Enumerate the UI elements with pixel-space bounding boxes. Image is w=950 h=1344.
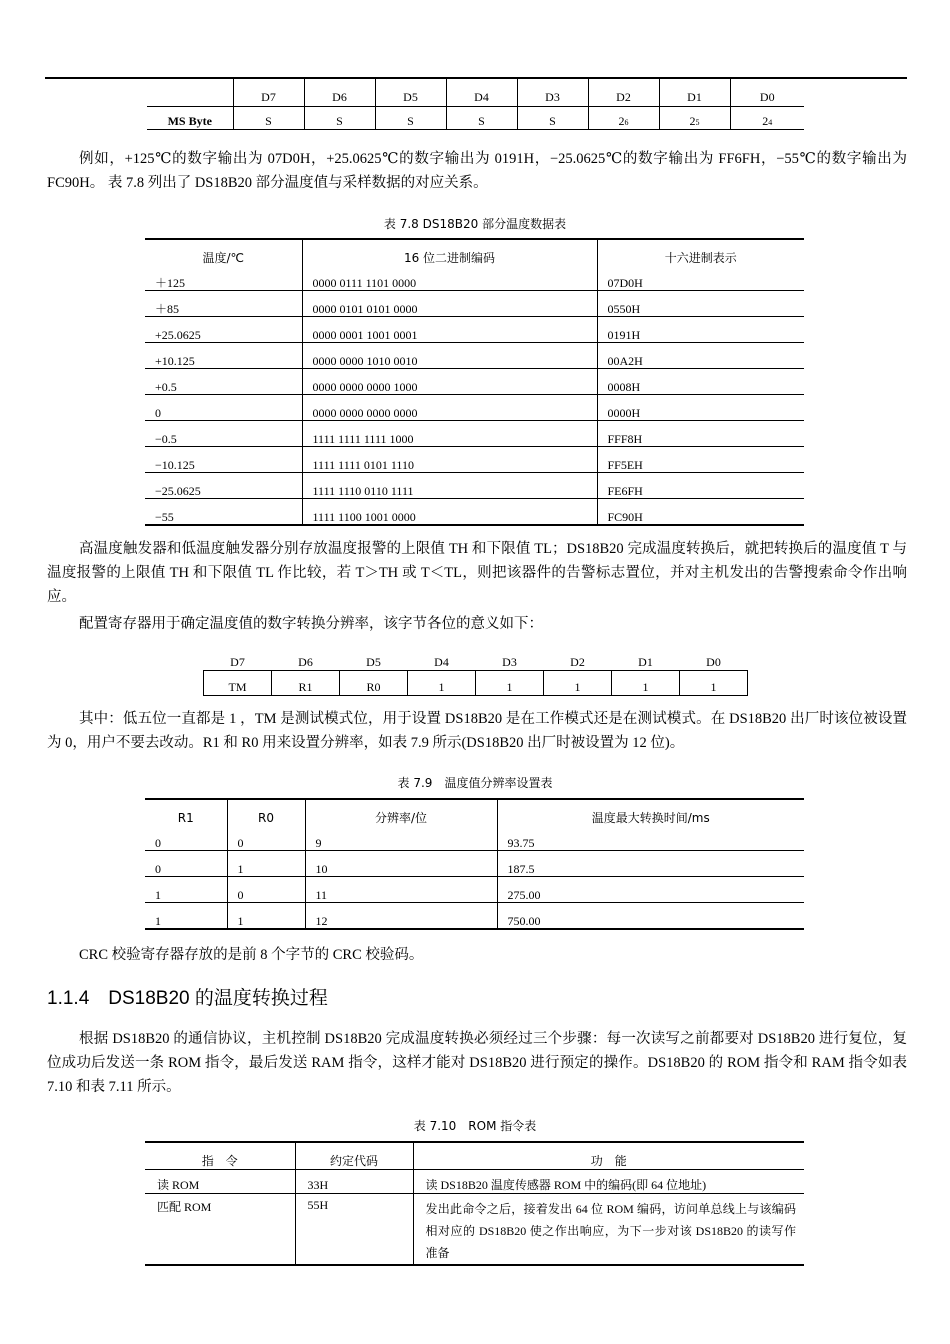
table-row xyxy=(145,851,804,877)
table-cell: 1 xyxy=(155,914,161,928)
table-row xyxy=(145,473,804,499)
table-cell: 1111 1111 0101 1110 xyxy=(302,447,597,473)
table-cell: 1111 1111 1111 1000 xyxy=(302,421,597,447)
table-header-cell: 约定代码 xyxy=(295,1142,413,1170)
table-7-8-caption: 表 7.8 DS18B20 部分温度数据表 xyxy=(383,217,567,231)
table-cell: −0.5 xyxy=(145,421,302,447)
exp-base: 2 xyxy=(618,114,625,128)
table-cell: 1111 1100 1001 0000 xyxy=(302,499,597,526)
ms-byte-cell: S xyxy=(304,107,375,130)
config-bit-header: D6 xyxy=(272,654,340,671)
table-7-8-body xyxy=(145,265,804,525)
table-cell: 0 xyxy=(227,825,305,851)
table-row xyxy=(145,343,804,369)
table-cell: ＋125 xyxy=(145,265,302,291)
table-cell: 0 xyxy=(145,825,227,851)
table-cell: 0000 0000 0000 1000 xyxy=(302,369,597,395)
table-7-10 xyxy=(145,1141,804,1266)
config-bit-header: D7 xyxy=(204,654,272,671)
table-cell: 750.00 xyxy=(497,903,804,930)
config-bit-value: R1 xyxy=(272,671,340,696)
table-header-cell: 16 位二进制编码 xyxy=(302,239,597,265)
table-cell: 93.75 xyxy=(497,825,804,851)
paragraph-config-intro: 配置寄存器用于确定温度值的数字转换分辨率，该字节各位的意义如下： xyxy=(79,616,543,632)
ms-byte-value-row xyxy=(147,107,804,130)
table-header-row xyxy=(145,239,804,265)
table-cell: 1 xyxy=(145,877,227,903)
config-bit-header: D1 xyxy=(612,654,680,671)
table-cell: 0000H xyxy=(597,395,804,421)
paragraph-conversion: 根据 DS18B20 的通信协议，主机控制 DS18B20 完成温度转换必须经过三个步骤：每一次读写之前都要对 DS18B20 进行复位，复位成功后发送一条 ROM 指令，最后发送 RAM 指令，这样才能对 DS18B20 进行预定的操作。DS18B20 的 ROM 指令和 RAM 指令如表 7.10 和表 7.11 所示。 xyxy=(47,1031,907,1095)
table-header-cell: R0 xyxy=(227,799,305,825)
ms-byte-exp-cell xyxy=(659,107,730,130)
table-header-cell: 分辨率/位 xyxy=(305,799,497,825)
config-bit-header: D0 xyxy=(680,654,748,671)
rom-command-cell: 读 ROM xyxy=(145,1170,295,1194)
rom-code-cell: 55H xyxy=(295,1194,413,1266)
config-bit-value: 1 xyxy=(544,671,612,696)
table-row xyxy=(145,265,804,291)
table-row xyxy=(145,1194,804,1266)
table-cell: 00A2H xyxy=(597,343,804,369)
table-7-9-caption: 表 7.9 温度值分辨率设置表 xyxy=(397,776,553,790)
exp-base: 2 xyxy=(689,114,696,128)
config-header-row xyxy=(204,654,748,671)
table-cell: 0000 0001 1001 0001 xyxy=(302,317,597,343)
rom-code-cell: 33H xyxy=(295,1170,413,1194)
table-cell: 9 xyxy=(305,825,497,851)
paragraph-example: 例如，+125℃的数字输出为 07D0H，+25.0625℃的数字输出为 0191H，−25.0625℃的数字输出为 FF6FH，−55℃的数字输出为 FC90H。 表 7.8 列出了 DS18B20 部分温度值与采样数据的对应关系。 xyxy=(47,151,907,191)
exp-power: 4 xyxy=(768,118,773,127)
config-bit-value: 1 xyxy=(408,671,476,696)
config-bit-value: 1 xyxy=(612,671,680,696)
ms-byte-table xyxy=(147,79,804,130)
exp-power: 5 xyxy=(695,118,700,127)
paragraph-tm-bit: 其中：低五位一直都是 1 ，TM 是测试模式位，用于设置 DS18B20 是在工作模式还是在测试模式。在 DS18B20 出厂时该位被设置为 0，用户不要去改动。R1 和 R0 用来设置分辨率，如表 7.9 所示(DS18B20 出厂时被设置为 12 位)。 xyxy=(47,711,907,751)
ms-byte-header-cell: D3 xyxy=(517,79,588,107)
table-cell: 07D0H xyxy=(597,265,804,291)
ms-byte-cell: S xyxy=(375,107,446,130)
ms-byte-header-cell: D2 xyxy=(588,79,659,107)
ms-byte-header-cell xyxy=(147,79,233,107)
table-cell: −10.125 xyxy=(145,447,302,473)
config-bit-value: 1 xyxy=(476,671,544,696)
table-header-cell: 温度/℃ xyxy=(202,251,245,265)
table-row xyxy=(145,291,804,317)
table-cell: 0550H xyxy=(597,291,804,317)
table-cell: 0 xyxy=(145,851,227,877)
ms-byte-cell: S xyxy=(233,107,304,130)
table-cell: 1 xyxy=(227,903,305,930)
exp-power: 6 xyxy=(624,118,629,127)
section-heading: 1.1.4 DS18B20 的温度转换过程 xyxy=(47,988,328,1009)
config-bit-header: D4 xyxy=(408,654,476,671)
config-bit-header: D5 xyxy=(340,654,408,671)
paragraph-crc: CRC 校验寄存器存放的是前 8 个字节的 CRC 校验码。 xyxy=(79,947,424,963)
config-bit-header: D3 xyxy=(476,654,544,671)
table-header-cell: 指 令 xyxy=(145,1142,295,1170)
table-row xyxy=(145,447,804,473)
table-row xyxy=(145,317,804,343)
ms-byte-exp-cell xyxy=(588,107,659,130)
rom-function-cell: 发出此命令之后，接着发出 64 位 ROM 编码，访问单总线上与该编码相对应的 DS18B20 使之作出响应，为下一步对该 DS18B20 的读写作准备 xyxy=(413,1194,804,1266)
table-cell: FE6FH xyxy=(597,473,804,499)
table-row xyxy=(145,369,804,395)
table-cell: +10.125 xyxy=(145,343,302,369)
table-cell: 0 xyxy=(227,877,305,903)
table-row xyxy=(145,395,804,421)
table-row xyxy=(145,1170,804,1194)
table-cell: 275.00 xyxy=(497,877,804,903)
ms-byte-header-cell: D4 xyxy=(446,79,517,107)
ms-byte-header-cell: D5 xyxy=(375,79,446,107)
table-cell: 0000 0000 1010 0010 xyxy=(302,343,597,369)
table-cell: 0000 0111 1101 0000 xyxy=(302,265,597,291)
table-cell: FFF8H xyxy=(597,421,804,447)
exp-base: 2 xyxy=(762,114,769,128)
config-bit-value: 1 xyxy=(680,671,748,696)
table-cell: 12 xyxy=(305,903,497,930)
config-value-row xyxy=(204,671,748,696)
table-cell: 187.5 xyxy=(497,851,804,877)
table-cell: 11 xyxy=(305,877,497,903)
ms-byte-header-cell: D0 xyxy=(730,79,804,107)
table-7-9-body xyxy=(145,825,804,929)
table-cell: 1111 1110 0110 1111 xyxy=(302,473,597,499)
table-cell: −25.0625 xyxy=(145,473,302,499)
table-7-10-caption: 表 7.10 ROM 指令表 xyxy=(413,1119,537,1133)
table-row xyxy=(145,877,804,903)
ms-byte-header-cell: D1 xyxy=(659,79,730,107)
table-7-8 xyxy=(145,238,804,526)
paragraph-alarm: 高温度触发器和低温度触发器分别存放温度报警的上限值 TH 和下限值 TL；DS18B20 完成温度转换后，就把转换后的温度值 T 与温度报警的上限值 TH 和下限值 TL 作比较，若 T＞TH 或 T＜TL，则把该器件的告警标志置位，并对主机发出的告警搜索命令作出响应。 xyxy=(47,541,907,605)
table-row xyxy=(145,903,804,930)
ms-byte-row-label: MS Byte xyxy=(147,107,233,130)
table-header-cell: 功 能 xyxy=(413,1142,804,1170)
table-cell: ＋85 xyxy=(145,291,302,317)
table-cell: 0000 0000 0000 0000 xyxy=(302,395,597,421)
config-register-table xyxy=(203,654,748,696)
table-cell: 0008H xyxy=(597,369,804,395)
table-cell: 1 xyxy=(227,851,305,877)
ms-byte-exp-cell xyxy=(730,107,804,130)
table-header-row xyxy=(145,799,804,825)
table-cell: 0 xyxy=(145,395,302,421)
table-row xyxy=(145,825,804,851)
ms-byte-header-cell: D6 xyxy=(304,79,375,107)
config-bit-value: R0 xyxy=(340,671,408,696)
table-cell: FC90H xyxy=(597,499,804,526)
table-header-row xyxy=(145,1142,804,1170)
table-cell: FF5EH xyxy=(597,447,804,473)
table-row xyxy=(145,499,804,526)
ms-byte-cell: S xyxy=(446,107,517,130)
table-header-cell: 温度最大转换时间/ms xyxy=(497,799,804,825)
table-header-cell: 十六进制表示 xyxy=(597,239,804,265)
table-row xyxy=(145,421,804,447)
config-bit-value: TM xyxy=(204,671,272,696)
table-cell: 0191H xyxy=(597,317,804,343)
rom-function-cell: 读 DS18B20 温度传感器 ROM 中的编码(即 64 位地址) xyxy=(413,1170,804,1194)
ms-byte-header-row xyxy=(147,79,804,107)
table-7-9 xyxy=(145,798,804,930)
table-header-cell: R1 xyxy=(177,811,194,825)
ms-byte-header-cell: D7 xyxy=(233,79,304,107)
table-cell: −55 xyxy=(155,510,174,524)
table-cell: 0000 0101 0101 0000 xyxy=(302,291,597,317)
table-cell: 10 xyxy=(305,851,497,877)
table-cell: +0.5 xyxy=(145,369,302,395)
ms-byte-cell: S xyxy=(517,107,588,130)
rom-command-cell: 匹配 ROM xyxy=(157,1200,212,1214)
table-cell: +25.0625 xyxy=(145,317,302,343)
config-bit-header: D2 xyxy=(544,654,612,671)
